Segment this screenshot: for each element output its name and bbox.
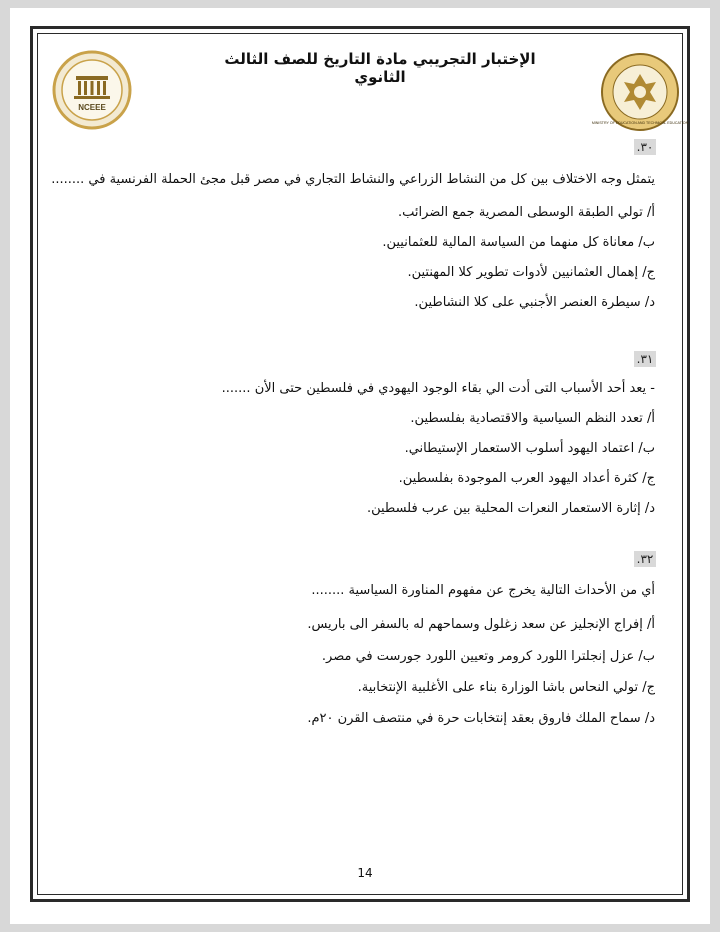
nceee-logo [52,50,132,130]
question-32-option-c: ج/ تولي النحاس باشا الوزارة بناء على الأغلبية الإنتخابية. [357,680,655,695]
nceee-logo-text: NCEEE [78,103,106,112]
question-stem-30: يتمثل وجه الاختلاف بين كل من النشاط الزراعي والنشاط التجاري في مصر قبل مجئ الحملة الفرنسية في ........ [51,172,655,187]
question-30-option-a: أ/ تولي الطبقة الوسطى المصرية جمع الضرائب. [397,205,655,220]
question-32-option-d: د/ سماح الملك فاروق بعقد إنتخابات حرة في منتصف القرن ٢٠م. [307,711,655,726]
question-30-option-d: د/ سيطرة العنصر الأجنبي على كلا النشاطين. [414,295,655,310]
question-31-option-c: ج/ كثرة أعداد اليهود العرب الموجودة بفلسطين. [398,471,655,486]
ministry-logo-text: MINISTRY OF EDUCATION AND TECHNICAL EDUCATION [591,121,689,125]
question-stem-31: - يعد أحد الأسباب التى أدت الي بقاء الوجود اليهودي في فلسطين حتى الأن ....... [221,381,655,396]
question-30-option-c: ج/ إهمال العثمانيين لأدوات تطوير كلا المهنتين. [407,265,655,280]
question-number-32: ٣٢. [634,551,656,567]
page-border-inner [37,33,683,895]
document-page [10,8,710,924]
question-number-30: ٣٠. [634,139,656,155]
question-32-option-a: أ/ إفراج الإنجليز عن سعد زغلول وسماحهم له بالسفر الى باريس. [307,617,655,632]
question-32-option-b: ب/ عزل إنجلترا اللورد كرومر وتعيين اللورد جورست في مصر. [321,649,655,664]
question-31-option-d: د/ إثارة الاستعمار النعرات المحلية بين عرب فلسطين. [366,501,655,516]
question-31-option-b: ب/ اعتماد اليهود أسلوب الاستعمار الإستيطاني. [404,441,655,456]
page-title: الإختبار التجريبي مادة التاريخ للصف الثالث الثانوي [224,50,536,86]
question-30-option-b: ب/ معاناة كل منهما من السياسة المالية للعثمانيين. [382,235,655,250]
question-31-option-a: أ/ تعدد النظم السياسية والاقتصادية بفلسطين. [410,411,655,426]
question-number-31: ٣١. [634,351,656,367]
question-stem-32: أي من الأحداث التالية يخرج عن مفهوم المناورة السياسية ........ [311,583,655,598]
ministry-logo [591,52,689,132]
page-number: 14 [357,866,373,880]
